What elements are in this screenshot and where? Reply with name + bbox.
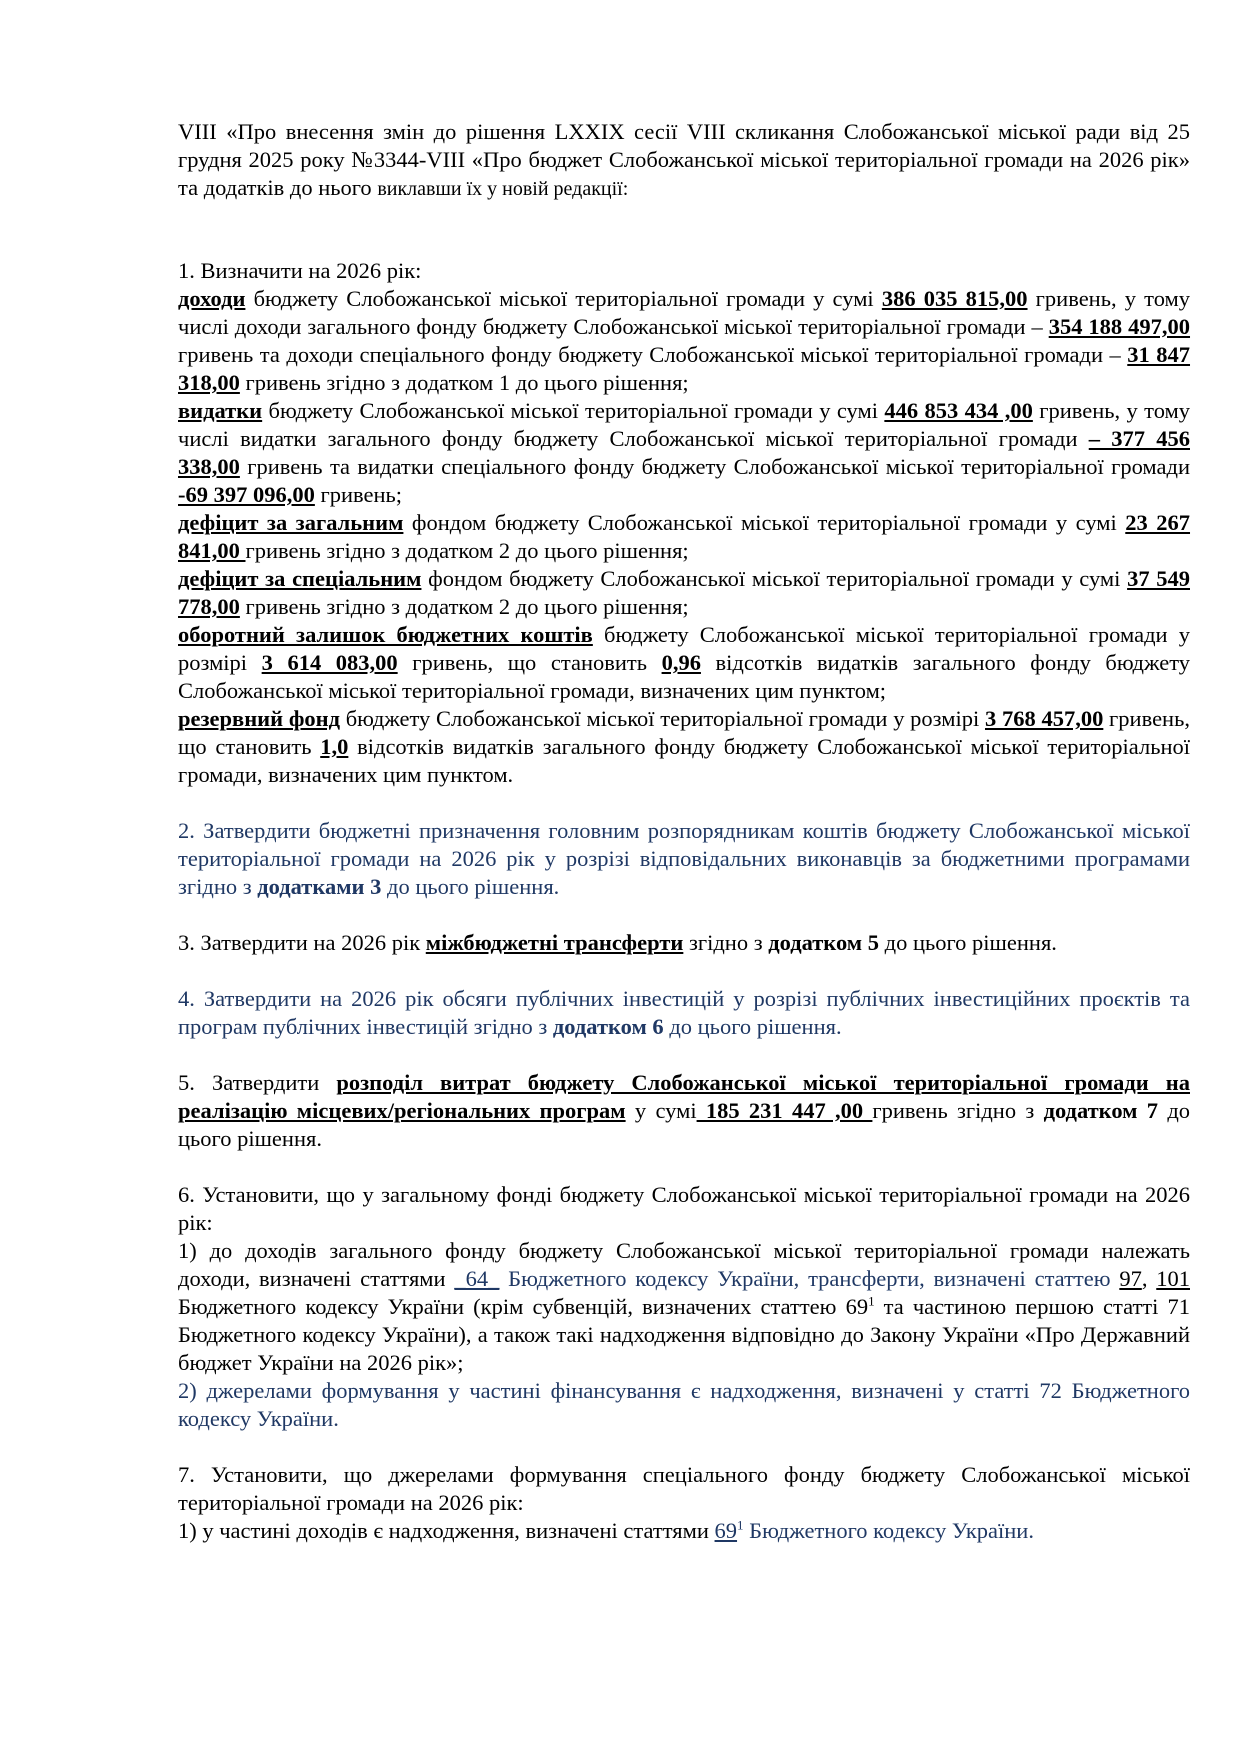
deficit-general-paragraph xyxy=(178,509,1190,565)
section-4-annex: додатком 6 xyxy=(552,1014,664,1039)
income-total: 386 035 815,00 xyxy=(881,286,1028,311)
section-3-annex: додатком 5 xyxy=(768,930,879,955)
expenses-paragraph xyxy=(178,397,1190,509)
intro-paragraph xyxy=(178,118,1190,203)
reserve-fund-paragraph xyxy=(178,705,1190,789)
section-5-text-4: до цього рішення. xyxy=(178,1098,1191,1151)
deficit-special-text-2: гривень згідно з додатком 2 до цього рішення; xyxy=(239,594,689,619)
working-balance-text-1: бюджету Слобожанської міської територіальної громади у розмірі xyxy=(178,622,1190,675)
reserve-fund-text-3: відсотків видатків загального фонду бюджету Слобожанської міської територіальної громади, визначених цим пунктом. xyxy=(178,734,1190,787)
section-2-annex: додатками 3 xyxy=(257,874,382,899)
section-2-paragraph xyxy=(178,817,1190,901)
expenses-text-4: гривень; xyxy=(314,482,403,507)
section-7-item-1-text-a: 1) у частині доходів є надходження, визначені статтями xyxy=(178,1518,715,1543)
section-2-text-1: 2. Затвердити бюджетні призначення головним розпорядникам коштів бюджету Слобожанської міської територіальної громади на 2026 рік у розрізі відповідальних виконавців за бюджетними програмами згідно з xyxy=(178,818,1190,899)
expenses-text-1: бюджету Слобожанської міської територіальної громади у сумі xyxy=(262,398,885,423)
working-balance-percent: 0,96 xyxy=(661,650,701,675)
section-7-title xyxy=(178,1461,1190,1517)
section-5-text-2: у сумі xyxy=(625,1098,697,1123)
deficit-general-value: 23 267 841,00 xyxy=(178,510,1191,563)
section-3-text-3: до цього рішення. xyxy=(879,930,1057,955)
section-5-annex: додатком 7 xyxy=(1043,1098,1159,1123)
section-4-paragraph xyxy=(178,985,1190,1041)
deficit-general-text-1: фондом бюджету Слобожанської міської територіальної громади у сумі xyxy=(403,510,1126,535)
section-6-title xyxy=(178,1181,1190,1237)
section-6-item-1-text-e: та частиною першою статті 71 Бюджетного кодексу України), а також такі надходження відповідно до Закону України «Про Державний бюджет України на 2026 рік»; xyxy=(178,1294,1190,1375)
section-7-article-69: 69 xyxy=(714,1518,738,1543)
section-7-text: 7. Установити, що джерелами формування спеціального фонду бюджету Слобожанської міської територіальної громади на 2026 рік: xyxy=(178,1462,1190,1515)
reserve-fund-text-2: гривень, що становить xyxy=(178,706,1190,759)
deficit-special-paragraph xyxy=(178,565,1190,621)
section-3-paragraph xyxy=(178,929,1190,957)
section-4-text-2: до цього рішення. xyxy=(663,1014,842,1039)
section-5-amount: 185 231 447 ,00 xyxy=(696,1098,873,1123)
expenses-special-fund: -69 397 096,00 xyxy=(178,482,315,507)
section-4-text-1: 4. Затвердити на 2026 рік обсяги публічних інвестицій у розрізі публічних інвестиційних проєктів та програм публічних інвестицій згідно з xyxy=(178,986,1190,1039)
working-balance-keyword: оборотний залишок бюджетних коштів xyxy=(178,622,593,647)
deficit-special-text-1: фондом бюджету Слобожанської міської територіальної громади у сумі xyxy=(421,566,1128,591)
expenses-text-3: гривень та видатки спеціального фонду бюджету Слобожанської міської територіальної громади xyxy=(239,454,1190,479)
expenses-total: 446 853 434 ,00 xyxy=(884,398,1033,423)
section-6-item-1-comma: , xyxy=(1141,1266,1157,1291)
section-6-article-64: _64_ xyxy=(454,1266,500,1291)
section-6-text: 6. Установити, що у загальному фонді бюджету Слобожанської міської територіальної громади на 2026 рік: xyxy=(178,1182,1190,1235)
working-balance-text-3: відсотків видатків загального фонду бюджету Слобожанської міської територіальної громади, визначених цим пунктом; xyxy=(178,650,1190,703)
section-7-item-1 xyxy=(178,1517,1190,1545)
deficit-special-keyword: дефіцит за спеціальним xyxy=(178,566,422,591)
income-keyword: доходи xyxy=(178,286,246,311)
expenses-general-fund: – 377 456 338,00 xyxy=(178,426,1190,479)
income-text-1: бюджету Слобожанської міської територіальної громади у сумі xyxy=(245,286,882,311)
section-7-item-1-text-b: Бюджетного кодексу України. xyxy=(743,1518,1034,1543)
document-page xyxy=(178,118,1190,1545)
income-general-fund: 354 188 497,00 xyxy=(1048,314,1191,339)
section-2-text-2: до цього рішення. xyxy=(381,874,560,899)
section-6-item-1-text-b: Бюджетного кодексу України, трансферти, визначені статтею xyxy=(499,1266,1120,1291)
income-text-4: гривень згідно з додатком 1 до цього рішення; xyxy=(239,370,689,395)
section-3-text-1: 3. Затвердити на 2026 рік xyxy=(178,930,426,955)
deficit-general-text-2: гривень згідно з додатком 2 до цього рішення; xyxy=(245,538,689,563)
income-text-2: гривень, у тому числі доходи загального фонду бюджету Слобожанської міської територіальної громади – xyxy=(178,286,1191,339)
expenses-keyword: видатки xyxy=(178,398,263,423)
section-6-item-2: 2) джерелами формування у частині фінансування є надходження, визначені у статті 72 Бюджетного кодексу України. xyxy=(178,1378,1190,1431)
section-6-article-97: 97 xyxy=(1119,1266,1142,1291)
section-6-item-1 xyxy=(178,1237,1190,1377)
deficit-general-keyword: дефіцит за загальним xyxy=(178,510,404,535)
income-special-fund: 31 847 318,00 xyxy=(178,342,1191,395)
working-balance-paragraph xyxy=(178,621,1190,705)
income-text-3: гривень та доходи спеціального фонду бюджету Слобожанської міської територіальної громади – xyxy=(178,342,1128,367)
section-6-article-101: 101 xyxy=(1156,1266,1190,1291)
section-5-text-1: 5. Затвердити xyxy=(178,1070,337,1095)
section-3-keyword: міжбюджетні трансферти xyxy=(425,930,684,955)
section-5-keyword: розподіл витрат бюджету Слобожанської міської територіальної громади на реалізацію місцевих/регіональних програм xyxy=(178,1070,1190,1123)
expenses-text-2: гривень, у тому числі видатки загального фонду бюджету Слобожанської міської територіальної громади xyxy=(178,398,1191,451)
reserve-fund-percent: 1,0 xyxy=(320,734,349,759)
income-paragraph xyxy=(178,285,1190,397)
reserve-fund-value: 3 768 457,00 xyxy=(984,706,1104,731)
intro-text-small: виклавши їх у новій редакції: xyxy=(377,178,629,200)
working-balance-text-2: гривень, що становить xyxy=(397,650,662,675)
section-5-text-3: гривень згідно з xyxy=(872,1098,1044,1123)
reserve-fund-keyword: резервний фонд xyxy=(178,706,340,731)
section-1-title: 1. Визначити на 2026 рік: xyxy=(178,258,422,283)
section-5-paragraph xyxy=(178,1069,1190,1153)
deficit-special-value: 37 549 778,00 xyxy=(178,566,1190,619)
intro-text: VIII «Про внесення змін до рішення LXXIX сесії VIII скликання Слобожанської міської ради від 25 грудня 2025 року №3344-VIII «Про бюджет Слобожанської міської територіальної громади на 2026 рік» та додатків до нього xyxy=(178,119,1190,200)
section-6-item-1-text-a: 1) до доходів загального фонду бюджету Слобожанської міської територіальної громади належать доходи, визначені статтями xyxy=(178,1238,1190,1291)
section-3-text-2: згідно з xyxy=(683,930,769,955)
section-6-item-1-text-d: Бюджетного кодексу України (крім субвенцій, визначених статтею 69 xyxy=(178,1294,869,1319)
section-7-superscript: 1 xyxy=(737,1517,744,1533)
section-6-superscript: 1 xyxy=(868,1293,875,1309)
reserve-fund-text-1: бюджету Слобожанської міської територіальної громади у розмірі xyxy=(339,706,985,731)
working-balance-value: 3 614 083,00 xyxy=(261,650,398,675)
